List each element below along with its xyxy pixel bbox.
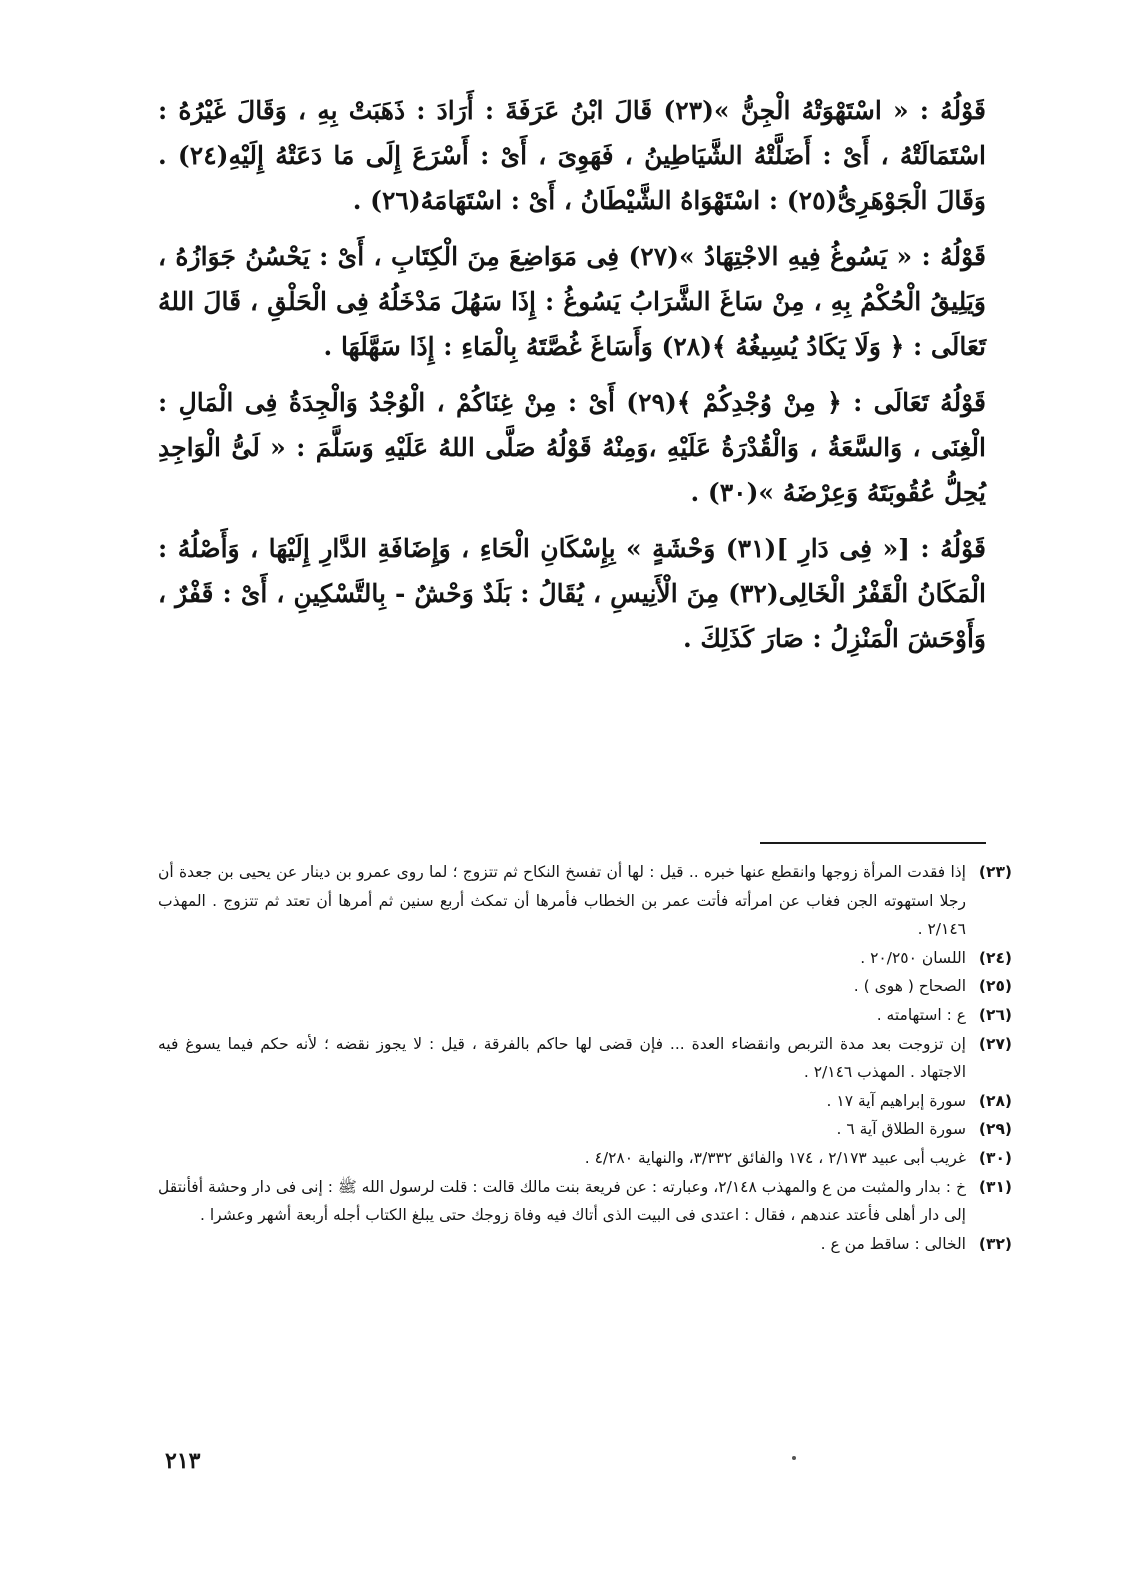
footnote-31 bbox=[158, 1173, 1012, 1230]
footnote-24 bbox=[158, 944, 1012, 973]
footnote-text: غريب أبى عبيد ٢/١٧٣ ، ١٧٤ والفائق ٣/٣٣٢، والنهاية ٤/٢٨٠ . bbox=[584, 1148, 966, 1167]
footnote-text: إن تزوجت بعد مدة التربص وانقضاء العدة ... فإن قضى لها حاكم بالفرقة ، قيل : لا يجوز نقضه ؛ لأنه حكم فيما يسوغ فيه الاجتهاد . المهذب ٢/١٤٦ . bbox=[158, 1034, 966, 1082]
footnote-text: خ : بدار والمثبت من ع والمهذب ٢/١٤٨، وعبارته : عن فريعة بنت مالك قالت : قلت لرسول الله ﷺ : إنى فى دار وحشة أفأنتقل إلى دار أهلى فأعتد عندهم ، فقال : اعتدى فى البيت الذى أتاك فيه وفاة زوجك حتى يبلغ الكتاب أجله أربعة أشهر وعشرا . bbox=[158, 1177, 966, 1225]
footnote-30 bbox=[158, 1144, 1012, 1173]
footnote-number: (٢٩) bbox=[978, 1120, 1012, 1139]
footnote-27 bbox=[158, 1030, 1012, 1087]
footnote-text: الخالى : ساقط من ع . bbox=[820, 1234, 966, 1253]
footnote-number: (٢٧) bbox=[978, 1034, 1012, 1053]
footnote-text: سورة الطلاق آية ٦ . bbox=[836, 1120, 966, 1139]
footnote-28 bbox=[158, 1087, 1012, 1116]
footnote-number: (٢٣) bbox=[978, 863, 1012, 881]
footnote-number: (٣٢) bbox=[978, 1234, 1012, 1253]
main-text bbox=[158, 88, 986, 672]
paragraph-2: قَوْلُهُ : « يَسُوغُ فِيهِ الاجْتِهَادُ »(٢٧) فِى مَوَاضِعَ مِنَ الْكِتَابِ ، أَىْ : يَحْسُنُ جَوَازُهُ ، وَيَلِيقُ الْحُكْمُ بِهِ ، مِنْ سَاغَ الشَّرَابُ يَسُوغُ : إِذَا سَهُلَ مَدْخَلُهُ فِى الْحَلْقِ ، قَالَ اللهُ تَعَالَى : ﴿ وَلَا يَكَادُ يُسِيغُهُ ﴾(٢٨) وَأَسَاغَ غُصَّتَهُ بِالْمَاءِ : إِذَا سَهَّلَهَا . bbox=[158, 242, 986, 361]
page-number: ٢١٣ bbox=[165, 1448, 201, 1474]
paragraph-3: قَوْلُهُ تَعَالَى : ﴿ مِنْ وُجْدِكُمْ ﴾(٢٩) أَىْ : مِنْ غِنَاكُمْ ، الْوُجْدُ وَالْجِدَةُ فِى الْمَالِ : الْغِنَى ، وَالسَّعَةُ ، وَالْقُدْرَةُ عَلَيْهِ ،وَمِنْهُ قَوْلُهُ صَلَّى اللهُ عَلَيْهِ وَسَلَّمَ : « لَىُّ الْوَاجِدِ يُحِلُّ عُقُوبَتَهُ وَعِرْضَهُ »(٣٠) . bbox=[158, 388, 986, 507]
ink-speck bbox=[792, 1456, 796, 1460]
footnote-32 bbox=[158, 1230, 1012, 1259]
footnote-separator bbox=[760, 842, 986, 844]
footnotes bbox=[158, 858, 1012, 1258]
footnote-text: ع : استهامته . bbox=[876, 1005, 966, 1024]
footnote-26 bbox=[158, 1001, 1012, 1030]
footnote-text: اللسان ٢٠/٢٥٠ . bbox=[860, 948, 966, 967]
footnote-29 bbox=[158, 1115, 1012, 1144]
footnote-number: (٣٠) bbox=[978, 1148, 1012, 1167]
footnote-number: (٢٨) bbox=[978, 1091, 1012, 1110]
footnote-number: (٢٤) bbox=[978, 948, 1012, 967]
paragraph-4: قَوْلُهُ : [« فِى دَارِ ](٣١) وَحْشَةٍ » بِإِسْكَانِ الْحَاءِ ، وَإِضَافَةِ الدَّارِ إِلَيْهَا ، وَأَصْلُهُ : الْمَكَانُ الْقَفْرُ الْخَالِى(٣٢) مِنَ الْأَنِيسِ ، يُقَالُ : بَلَدٌ وَحْشٌ - بِالتَّسْكِينِ ، أَىْ : قَفْرٌ ، وَأَوْحَشَ الْمَنْزِلُ : صَارَ كَذَلِكَ . bbox=[158, 534, 986, 653]
footnote-25 bbox=[158, 972, 1012, 1001]
footnote-23 bbox=[158, 858, 1012, 944]
footnote-number: (٢٦) bbox=[978, 1005, 1012, 1024]
footnote-number: (٣١) bbox=[978, 1177, 1012, 1196]
footnote-text: الصحاح ( هوى ) . bbox=[853, 977, 966, 996]
footnote-text: سورة إبراهيم آية ١٧ . bbox=[826, 1091, 966, 1110]
footnote-text: إذا فقدت المرأة زوجها وانقطع عنها خبره .. قيل : لها أن تفسخ النكاح ثم تتزوج ؛ لما روى عمرو بن دينار عن يحيى بن جعدة أن رجلا استهوته الجن فغاب عن امرأته فأتت عمر بن الخطاب فأمرها أن تمكث أربع سنين ثم أمرها أن تعتد ثم تتزوج . المهذب ٢/١٤٦ . bbox=[158, 863, 966, 939]
paragraph-1: قَوْلُهُ : « اسْتَهْوَتْهُ الْجِنُّ »(٢٣) قَالَ ابْنُ عَرَفَةَ : أَرَادَ : ذَهَبَتْ بِهِ ، وَقَالَ غَيْرُهُ : اسْتَمَالَتْهُ ، أَىْ : أَضَلَّتْهُ الشَّيَاطِينُ ، فَهَوِىَ ، أَىْ : أَسْرَعَ إِلَى مَا دَعَتْهُ إِلَيْهِ(٢٤) . وَقَالَ الْجَوْهَرِىُّ(٢٥) : اسْتَهْوَاهُ الشَّيْطَانُ ، أَىْ : اسْتَهَامَهُ(٢٦) . bbox=[158, 96, 986, 215]
footnote-number: (٢٥) bbox=[978, 977, 1012, 996]
